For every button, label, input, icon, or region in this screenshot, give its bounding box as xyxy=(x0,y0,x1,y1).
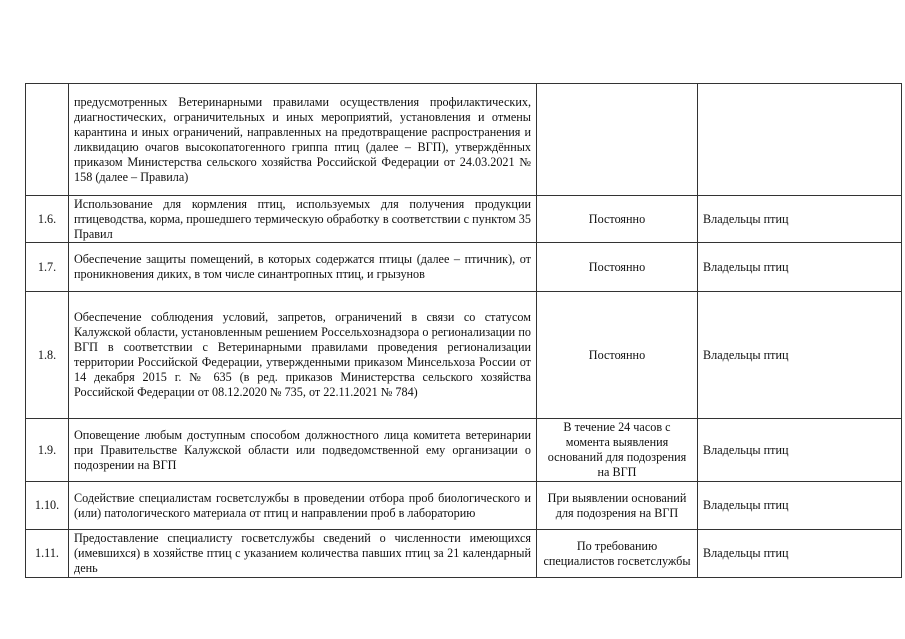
table-row xyxy=(26,530,902,578)
row-number xyxy=(26,84,69,196)
row-description: Предоставление специалисту госветслужбы сведений о численности имеющихся (имевшихся) в хозяйстве птиц с указанием количества павших птиц за 21 календарный день xyxy=(69,530,537,578)
row-term: В течение 24 часов с момента выявления оснований для подозрения на ВГП xyxy=(537,419,698,482)
row-term: По требованию специалистов госветслужбы xyxy=(537,530,698,578)
row-term: Постоянно xyxy=(537,243,698,292)
row-responsible: Владельцы птиц xyxy=(698,530,902,578)
table-row xyxy=(26,419,902,482)
row-number: 1.7. xyxy=(26,243,69,292)
row-number: 1.11. xyxy=(26,530,69,578)
row-term: Постоянно xyxy=(537,196,698,243)
row-number: 1.10. xyxy=(26,482,69,530)
table-row xyxy=(26,196,902,243)
row-responsible xyxy=(698,84,902,196)
row-description: Использование для кормления птиц, используемых для получения продукции птицеводства, корма, прошедшего термическую обработку в соответствии с пунктом 35 Правил xyxy=(69,196,537,243)
row-responsible: Владельцы птиц xyxy=(698,196,902,243)
row-term xyxy=(537,84,698,196)
row-description: Обеспечение защиты помещений, в которых содержатся птицы (далее – птичник), от проникновения диких, в том числе синантропных птиц, и грызунов xyxy=(69,243,537,292)
table-row xyxy=(26,84,902,196)
row-description: Обеспечение соблюдения условий, запретов, ограничений в связи со статусом Калужской области, установленным решением Россельхознадзора о регионализации по ВГП в соответствии с Ветеринарными правилами проведения регионализации территории Российской Федерации, утвержденными приказом Минсельхоза России от 14 декабря 2015 г. № 635 (в ред. приказов Министерства сельского хозяйства Российской Федерации от 08.12.2020 № 735, от 22.11.2021 № 784) xyxy=(69,292,537,419)
row-responsible: Владельцы птиц xyxy=(698,419,902,482)
row-description: Оповещение любым доступным способом должностного лица комитета ветеринарии при Правительстве Калужской области или подведомственной ему организации о подозрении на ВГП xyxy=(69,419,537,482)
row-description: Содействие специалистам госветслужбы в проведении отбора проб биологического и (или) патологического материала от птиц и направлении проб в лабораторию xyxy=(69,482,537,530)
row-number: 1.6. xyxy=(26,196,69,243)
table-row xyxy=(26,243,902,292)
row-description: предусмотренных Ветеринарными правилами осуществления профилактических, диагностических, ограничительных и иных мероприятий, установления и отмены карантина и иных ограничений, направленных на предотвращение распространения и ликвидацию очагов высокопатогенного гриппа птиц (далее – ВГП), утверждённых приказом Министерства сельского хозяйства Российской Федерации от 24.03.2021 № 158 (далее – Правила) xyxy=(69,84,537,196)
table-row xyxy=(26,292,902,419)
row-number: 1.8. xyxy=(26,292,69,419)
row-term: Постоянно xyxy=(537,292,698,419)
measures-table xyxy=(25,83,902,578)
row-responsible: Владельцы птиц xyxy=(698,243,902,292)
table-row xyxy=(26,482,902,530)
row-responsible: Владельцы птиц xyxy=(698,482,902,530)
row-number: 1.9. xyxy=(26,419,69,482)
row-term: При выявлении оснований для подозрения на ВГП xyxy=(537,482,698,530)
row-responsible: Владельцы птиц xyxy=(698,292,902,419)
